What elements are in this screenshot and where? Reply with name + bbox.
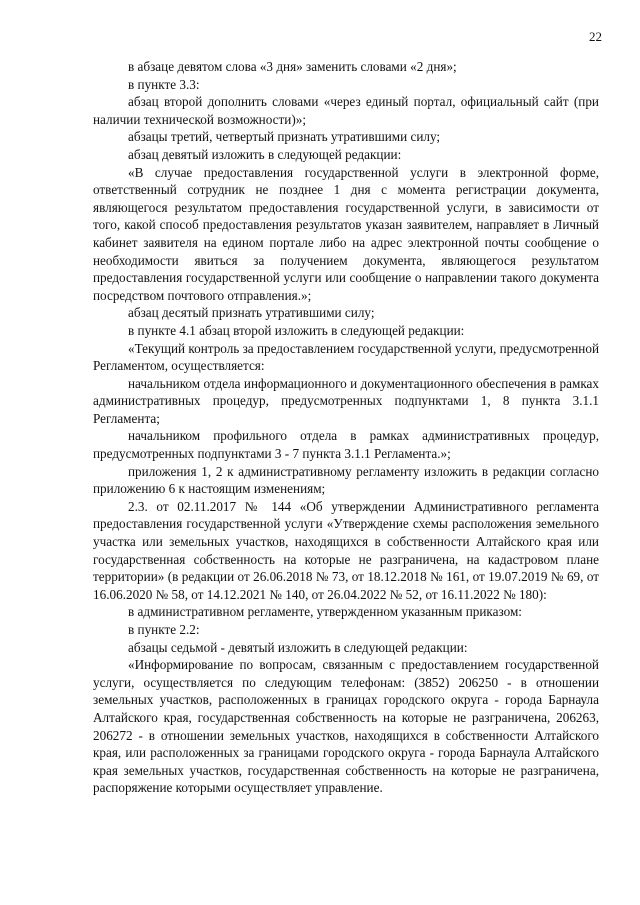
paragraph: в пункте 4.1 абзац второй изложить в следующей редакции: — [128, 322, 465, 338]
paragraph: абзац второй дополнить словами «через единый портал, официальный сайт (при наличии технической возможности)»; — [93, 94, 599, 127]
paragraph: абзац десятый признать утратившими силу; — [128, 305, 375, 321]
paragraph: начальником профильного отдела в рамках административных процедур, предусмотренных подпунктами 3 - 7 пункта 3.1.1 Регламента.»; — [93, 428, 599, 462]
paragraph: «Текущий контроль за предоставлением государственной услуги, предусмотренной Регламентом, осуществляется: — [93, 340, 599, 374]
paragraph: в административном регламенте, утвержденном указанным приказом: — [128, 604, 522, 620]
paragraph: в пункте 3.3: — [128, 76, 200, 92]
paragraph: в абзаце девятом слова «3 дня» заменить словами «2 дня»; — [128, 59, 457, 74]
page-number: 22 — [589, 29, 602, 44]
paragraph: абзацы третий, четвертый признать утратившими силу; — [128, 129, 441, 145]
paragraph: «Информирование по вопросам, связанным с предоставлением государственной услуги, осуществляется по следующим телефонам: (3852) 206250 - в отношении земельных участков, расположенных в границах городского округа - города Барнаула Алтайского края, государственная собственность на которые не разграничена, 206263, 206272 - в отношении земельных участков, находящихся в собственности Алтайского края, или расположенных за границами городского округа - города Барнаула Алтайского края земельных участков, государственная собственность на которые не разграничена, распоряжение которыми осуществляет управление. — [93, 657, 599, 796]
paragraph: 2.3. от 02.11.2017 № 144 «Об утверждении Административного регламента предоставления государственной услуги «Утверждение схемы расположения земельного участка или земельных участков, находящихся в собственности Алтайского края или государственная собственность на которые не разграничена, на кадастровом плане территории» (в редакции от 26.06.2018 № 73, от 18.12.2018 № 161, от 19.07.2019 № 69, от 16.06.2020 № 58, от 14.12.2021 № 140, от 26.04.2022 № 52, от 16.11.2022 № 180): — [93, 498, 599, 602]
paragraph: начальником отдела информационного и документационного обеспечения в рамках административных процедур, предусмотренных подпунктами 1, 8 пункта 3.1.1 Регламента; — [93, 375, 599, 426]
paragraph: абзац девятый изложить в следующей редакции: — [128, 146, 402, 162]
paragraph: в пункте 2.2: — [128, 622, 200, 637]
paragraph: абзацы седьмой - девятый изложить в следующей редакции: — [128, 639, 468, 655]
paragraph: приложения 1, 2 к административному регламенту изложить в редакции согласно приложению 6 к настоящим изменениям; — [93, 463, 599, 497]
paragraph: «В случае предоставления государственной услуги в электронной форме, ответственный сотрудник не позднее 1 дня с момента регистрации документа, являющегося результатом предоставления государственной услуги, в зависимости от того, какой способ предоставления результатов указан заявителем, направляет в Личный кабинет заявителя на едином портале либо на адрес электронной почты сообщение о необходимости явиться за получением документа, являющегося результатом предоставления государственной услуги или сообщение о направлении такого документа посредством почтового отправления.»; — [93, 164, 599, 303]
document-body — [93, 58, 599, 797]
